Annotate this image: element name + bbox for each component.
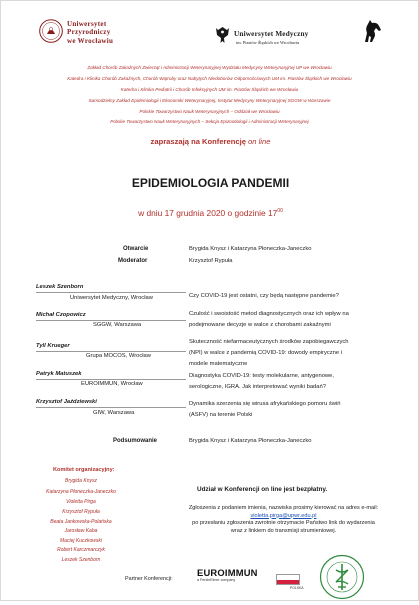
- organizer-line: Katedra i Klinika Pediatrii i Chorób Infekcyjnych UM im. Piastów Śląskich we Wrocławiu: [120, 87, 299, 92]
- talk-title: Diagnostyka COVID-19: testy molekularne, antygenowe,: [189, 373, 334, 379]
- talk-title: modele matematyczne: [189, 361, 248, 367]
- euroimmun-subline: a PerkinElmer company: [197, 578, 236, 582]
- moderator-value: Krzysztof Rypuła: [189, 258, 233, 264]
- committee-member: Krzysztof Rypuła: [62, 509, 100, 515]
- talk-speaker: Leszek Szenborn: [36, 284, 84, 290]
- divider: [36, 407, 186, 408]
- left-university-name: Uniwersytet Przyrodniczy we Wrocławiu: [67, 20, 114, 45]
- veterinary-society-seal-icon: [319, 554, 365, 600]
- opening-label: Otwarcie: [123, 246, 149, 252]
- euroimmun-wordmark: EUROIMMUN: [197, 567, 258, 578]
- divider: [36, 351, 186, 352]
- summary-value: Brygida Knysz i Katarzyna Płoneczka-Janeczko: [189, 438, 312, 444]
- talk-title: Czy COVID-19 jest ostatni, czy będą następne pandemie?: [189, 293, 339, 299]
- committee-member: Robert Karczmarczyk: [57, 547, 105, 553]
- invitation-line: zapraszają na Konferencję on line: [150, 137, 271, 146]
- flag-icon: [276, 574, 300, 585]
- moderator-label: Moderator: [118, 258, 148, 264]
- organizer-line: Katedra i Klinika Chorób Zakaźnych, Chorób Wątroby oraz Nabytych Niedoborów Odpornościowych UM im. Piastów Śląskich we Wrocławiu: [67, 76, 352, 81]
- talk-title: Dynamika szerzenia się wirusa afrykańskiego pomoru świń: [189, 401, 341, 407]
- email-link[interactable]: violetta.pirga@upwr.edu.pl: [250, 512, 317, 519]
- talk-title: serologiczne, IGRA. Jak interpretować wyniki badań?: [189, 384, 326, 390]
- right-university-name: Uniwersytet Medyczny: [234, 30, 309, 38]
- talk-speaker: Michał Czopowicz: [36, 312, 86, 318]
- talk-affiliation: GIW, Warszawa: [93, 410, 135, 416]
- talk-affiliation: SGGW, Warszawa: [93, 322, 142, 328]
- committee-member: Violetta Pirga: [66, 499, 96, 505]
- organizer-line: Polskie Towarzystwo Nauk Weterynaryjnych – Sekcja Epizootiologii i Administracji Weterynaryjnej: [110, 119, 309, 124]
- conference-title: EPIDEMIOLOGIA PANDEMII: [131, 176, 290, 190]
- organizer-line: Samodzielny Zakład Epidemiologii i Ekonomiki Weterynaryjnej, Instytut Medycyny Weterynaryjnej SGGW w Warszawie: [88, 98, 331, 103]
- divider: [36, 292, 186, 293]
- talk-affiliation: Grupa MOCOS, Wrocław: [86, 353, 151, 359]
- divider: [36, 379, 186, 380]
- right-university-subtitle: im. Piastów Śląskich we Wrocławiu: [236, 40, 300, 45]
- talk-title: podejmowane decyzje w walce z chorobami zakaźnymi: [189, 322, 331, 328]
- university-seal-icon: [39, 19, 63, 43]
- talk-title: (NPI) w walce z pandemią COVID-19: dowody empiryczne i: [189, 350, 343, 356]
- committee-member: Brygida Knysz: [65, 478, 97, 484]
- summary-label: Podsumowanie: [113, 438, 158, 444]
- euroimmun-logo: [197, 567, 267, 589]
- committee-member: Leszek Szenborn: [61, 557, 101, 563]
- talk-title: Czułość i swoistość metod diagnostycznych oraz ich wpływ na: [189, 311, 349, 317]
- talk-speaker: Patryk Matuszek: [36, 371, 82, 377]
- talk-title: Skuteczność niefarmaceutycznych środków zapobiegawczych: [189, 339, 349, 345]
- talk-affiliation: Uniwersytet Medyczny, Wrocław: [70, 295, 153, 301]
- talk-affiliation: EUROIMMUN, Wrocław: [81, 381, 143, 387]
- talk-title: (ASFV) na terenie Polski: [189, 412, 253, 418]
- committee-member: Beata Jankowska-Polańska: [50, 519, 112, 525]
- eagle-crest-icon: [215, 26, 230, 44]
- polska-label: POLSKA: [290, 586, 304, 590]
- organizer-line: Zakład Chorób Zakaźnych Zwierząt i Administracji Weterynaryjnej Wydziału Medycyny Weterynaryjnej UP we Wrocławiu: [87, 65, 332, 70]
- talk-speaker: Krzysztof Jaździewski: [36, 399, 97, 405]
- committee-member: Katarzyna Płoneczka-Janeczko: [46, 489, 116, 495]
- committee-member: Maciej Kuczkowski: [60, 538, 102, 544]
- conference-date: w dniu 17 grudnia 2020 o godzinie $17^{00}$: [138, 208, 283, 218]
- opening-value: Brygida Knysz i Katarzyna Płoneczka-Janeczko: [189, 246, 312, 252]
- committee-title: Komitet organizacyjny:: [53, 467, 115, 473]
- divider: [36, 320, 186, 321]
- horse-icon: [361, 18, 383, 44]
- organizer-line: Polskie Towarzystwo Nauk Weterynaryjnych – Oddział we Wrocławiu: [139, 109, 280, 114]
- partner-label: Partner Konferencji:: [125, 576, 173, 582]
- talk-speaker: Tyll Krueger: [36, 343, 70, 349]
- committee-member: Jarosław Kaba: [64, 528, 98, 534]
- registration-info: Zgłoszenia z podaniem imienia, nazwiska prosimy kierować na adres e-mail: violetta.pirga@upwr.edu.pl po przesłaniu zgłoszenia zwrotnie otrzymacie Państwo link do wydarzenia wraz z linkiem do transmisji strumieniowej.: [188, 505, 379, 534]
- free-participation-note: Udział w Konferencji on line jest bezpłatny.: [197, 486, 328, 493]
